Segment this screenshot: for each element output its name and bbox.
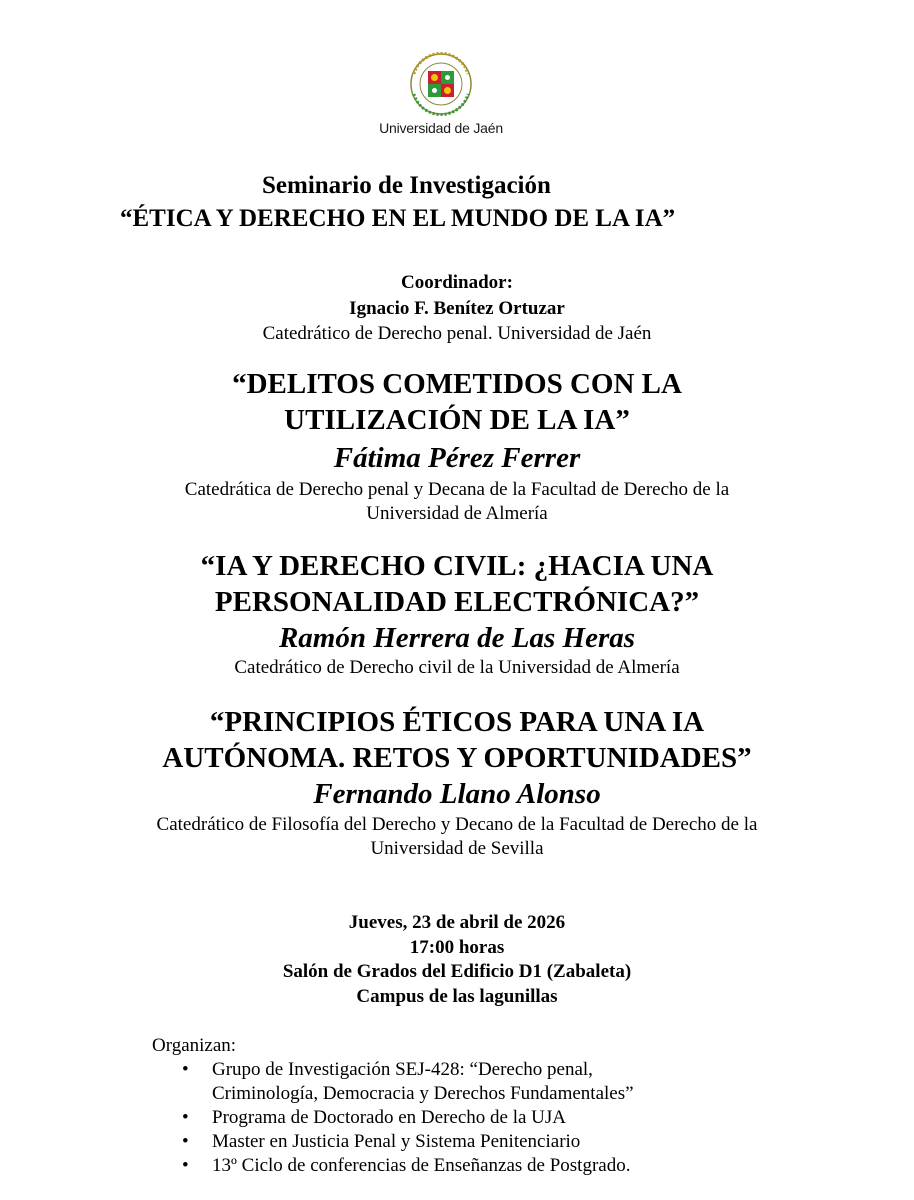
organizers-list xyxy=(176,1058,634,1178)
seminar-title: “ÉTICA Y DERECHO EN EL MUNDO DE LA IA” xyxy=(120,205,676,232)
organizer-item-line1: Programa de Doctorado en Derecho de la UJA xyxy=(212,1107,567,1128)
talk-1-title-line1: “DELITOS COMETIDOS CON LA xyxy=(232,368,682,400)
coordinator-label: Coordinador: xyxy=(401,272,513,293)
organizer-item-line2: Criminología, Democracia y Derechos Fundamentales” xyxy=(212,1083,634,1104)
talk-3-affiliation-line2: Universidad de Sevilla xyxy=(370,838,544,859)
organizers-label: Organizan: xyxy=(152,1035,237,1056)
bullet-icon: • xyxy=(182,1107,189,1128)
university-seal-icon xyxy=(404,52,478,116)
talk-1-speaker: Fátima Pérez Ferrer xyxy=(333,442,581,474)
bullet-icon: • xyxy=(182,1155,189,1176)
talk-2-title-line2: PERSONALIDAD ELECTRÓNICA?” xyxy=(214,586,700,618)
university-name: Universidad de Jaén xyxy=(379,120,503,136)
talk-1-affiliation-line2: Universidad de Almería xyxy=(366,503,548,524)
event-venue: Salón de Grados del Edificio D1 (Zabaleta) xyxy=(282,961,632,982)
talk-2-speaker: Ramón Herrera de Las Heras xyxy=(278,622,636,654)
talk-2-title-line1: “IA Y DERECHO CIVIL: ¿HACIA UNA xyxy=(200,550,714,582)
coordinator-name: Ignacio F. Benítez Ortuzar xyxy=(349,298,565,319)
talk-3-title-line2: AUTÓNOMA. RETOS Y OPORTUNIDADES” xyxy=(162,742,752,774)
organizer-item-line1: 13º Ciclo de conferencias de Enseñanzas de Postgrado. xyxy=(212,1155,631,1176)
talk-1-affiliation-line1: Catedrática de Derecho penal y Decana de la Facultad de Derecho de la xyxy=(184,479,730,500)
talk-3-speaker: Fernando Llano Alonso xyxy=(313,778,601,810)
organizer-item xyxy=(176,1154,634,1178)
event-campus: Campus de las lagunillas xyxy=(356,986,558,1007)
coordinator-role: Catedrático de Derecho penal. Universidad de Jaén xyxy=(262,323,652,344)
university-logo xyxy=(376,52,506,142)
event-date: Jueves, 23 de abril de 2026 xyxy=(348,912,566,933)
organizer-item xyxy=(176,1130,634,1154)
organizer-item-line1: Master en Justicia Penal y Sistema Penitenciario xyxy=(212,1131,581,1152)
bullet-icon: • xyxy=(182,1059,189,1080)
talk-2-affiliation-line1: Catedrático de Derecho civil de la Universidad de Almería xyxy=(234,657,680,678)
organizer-item xyxy=(176,1106,634,1130)
bullet-icon: • xyxy=(182,1131,189,1152)
event-time: 17:00 horas xyxy=(409,937,505,958)
talk-1-title-line2: UTILIZACIÓN DE LA IA” xyxy=(284,404,630,436)
talk-3-affiliation-line1: Catedrático de Filosofía del Derecho y Decano de la Facultad de Derecho de la xyxy=(156,814,758,835)
organizer-item xyxy=(176,1058,634,1106)
talk-3-title-line1: “PRINCIPIOS ÉTICOS PARA UNA IA xyxy=(209,706,705,738)
seminar-label: Seminario de Investigación xyxy=(262,172,551,199)
organizer-item-line1: Grupo de Investigación SEJ-428: “Derecho penal, xyxy=(212,1059,593,1080)
